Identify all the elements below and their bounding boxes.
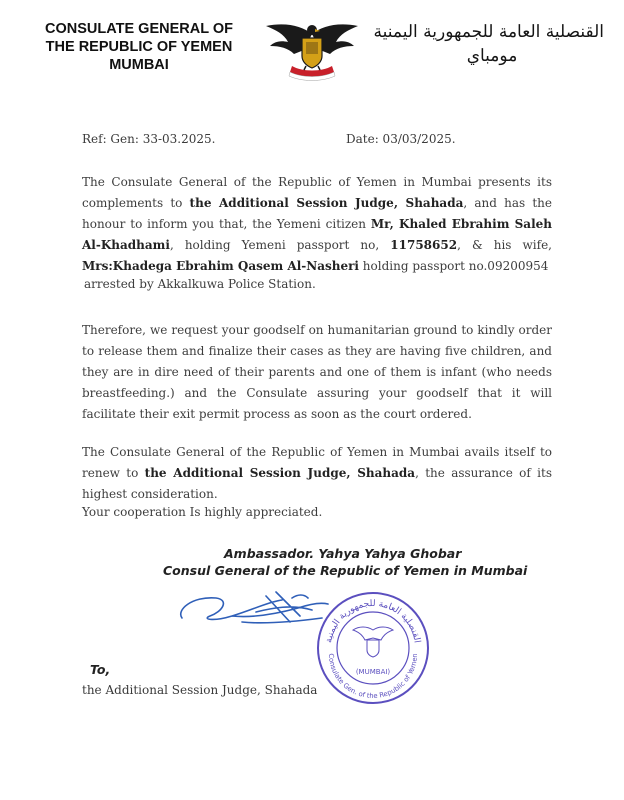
p1-text-2: , and has the honour to inform you that, the Yemeni citizen <box>82 196 552 231</box>
yemen-eagle-emblem-icon <box>262 20 362 82</box>
p1-bold-3: 11758652 <box>390 238 458 252</box>
p1-bold-2: Mr, Khaled Ebrahim Saleh Al-Khadhami <box>82 217 553 252</box>
recipient-name: the Additional Session Judge, Shahada <box>82 683 318 697</box>
reference-number: Ref: Gen: 33-03.2025. <box>82 132 216 146</box>
letter-date: Date: 03/03/2025. <box>346 132 456 146</box>
header-arabic-line-1: القنصلية العامة للجمهورية اليمنية <box>373 22 604 42</box>
p1-text-4: , & his wife, <box>457 238 552 252</box>
stamp-arabic-text: القنصلية العامة للجمهورية اليمنية <box>324 598 422 644</box>
p3-text-1: The Consulate General of the Republic of Yemen in Mumbai avails itself to renew to <box>82 445 552 480</box>
header-english-line-2: THE REPUBLIC OF YEMEN <box>45 39 233 55</box>
p3-text-2: , the assurance of its highest consideration. <box>82 466 552 501</box>
paragraph-2: Therefore, we request your goodself on humanitarian ground to kindly order to release them and finalize their cases as they are having five children, and they are in dire need of their parents and one of them is infant (who needs breastfeeding.) and the Consulate assuring your goodself that it will facilitate their exit permit process as soon as the court ordered. <box>82 323 552 421</box>
header-english-line-3: MUMBAI <box>109 57 169 73</box>
header-arabic-line-2: مومباي <box>466 46 518 66</box>
reference-line <box>82 132 552 146</box>
stamp-english-text: Consulate Gen. of the Republic of Yemen <box>326 653 420 701</box>
p3-bold-1: the Additional Session Judge, Shahada <box>144 466 416 480</box>
p1-bold-4: Mrs:Khadega Ebrahim Qasem Al-Nasheri <box>82 259 359 273</box>
consulate-stamp-icon <box>315 590 431 706</box>
paragraph-1-last-line: arrested by Akkalkuwa Police Station. <box>84 277 316 291</box>
stamp-city-text: (MUMBAI) <box>355 668 391 676</box>
paragraph-3-last-line: Your cooperation Is highly appreciated. <box>82 505 323 519</box>
recipient-label: To, <box>90 662 111 677</box>
paragraph-3 <box>82 442 552 505</box>
p1-bold-1: the Additional Session Judge, Shahada <box>189 196 464 210</box>
signatory-title: Consul General of the Republic of Yemen in Mumbai <box>163 563 528 578</box>
signatory-name: Ambassador. Yahya Yahya Ghobar <box>224 546 462 561</box>
p1-text-1: The Consulate General of the Republic of Yemen in Mumbai presents its complements to <box>82 175 552 210</box>
p1-text-3: , holding Yemeni passport no, <box>169 238 391 252</box>
handwritten-signature-icon <box>172 582 332 634</box>
p1-text-5: holding passport no.09200954 <box>358 259 549 273</box>
paragraph-1 <box>82 172 552 277</box>
header-english <box>28 20 250 74</box>
header-english-line-1: CONSULATE GENERAL OF <box>45 21 233 37</box>
header-arabic <box>373 20 604 68</box>
